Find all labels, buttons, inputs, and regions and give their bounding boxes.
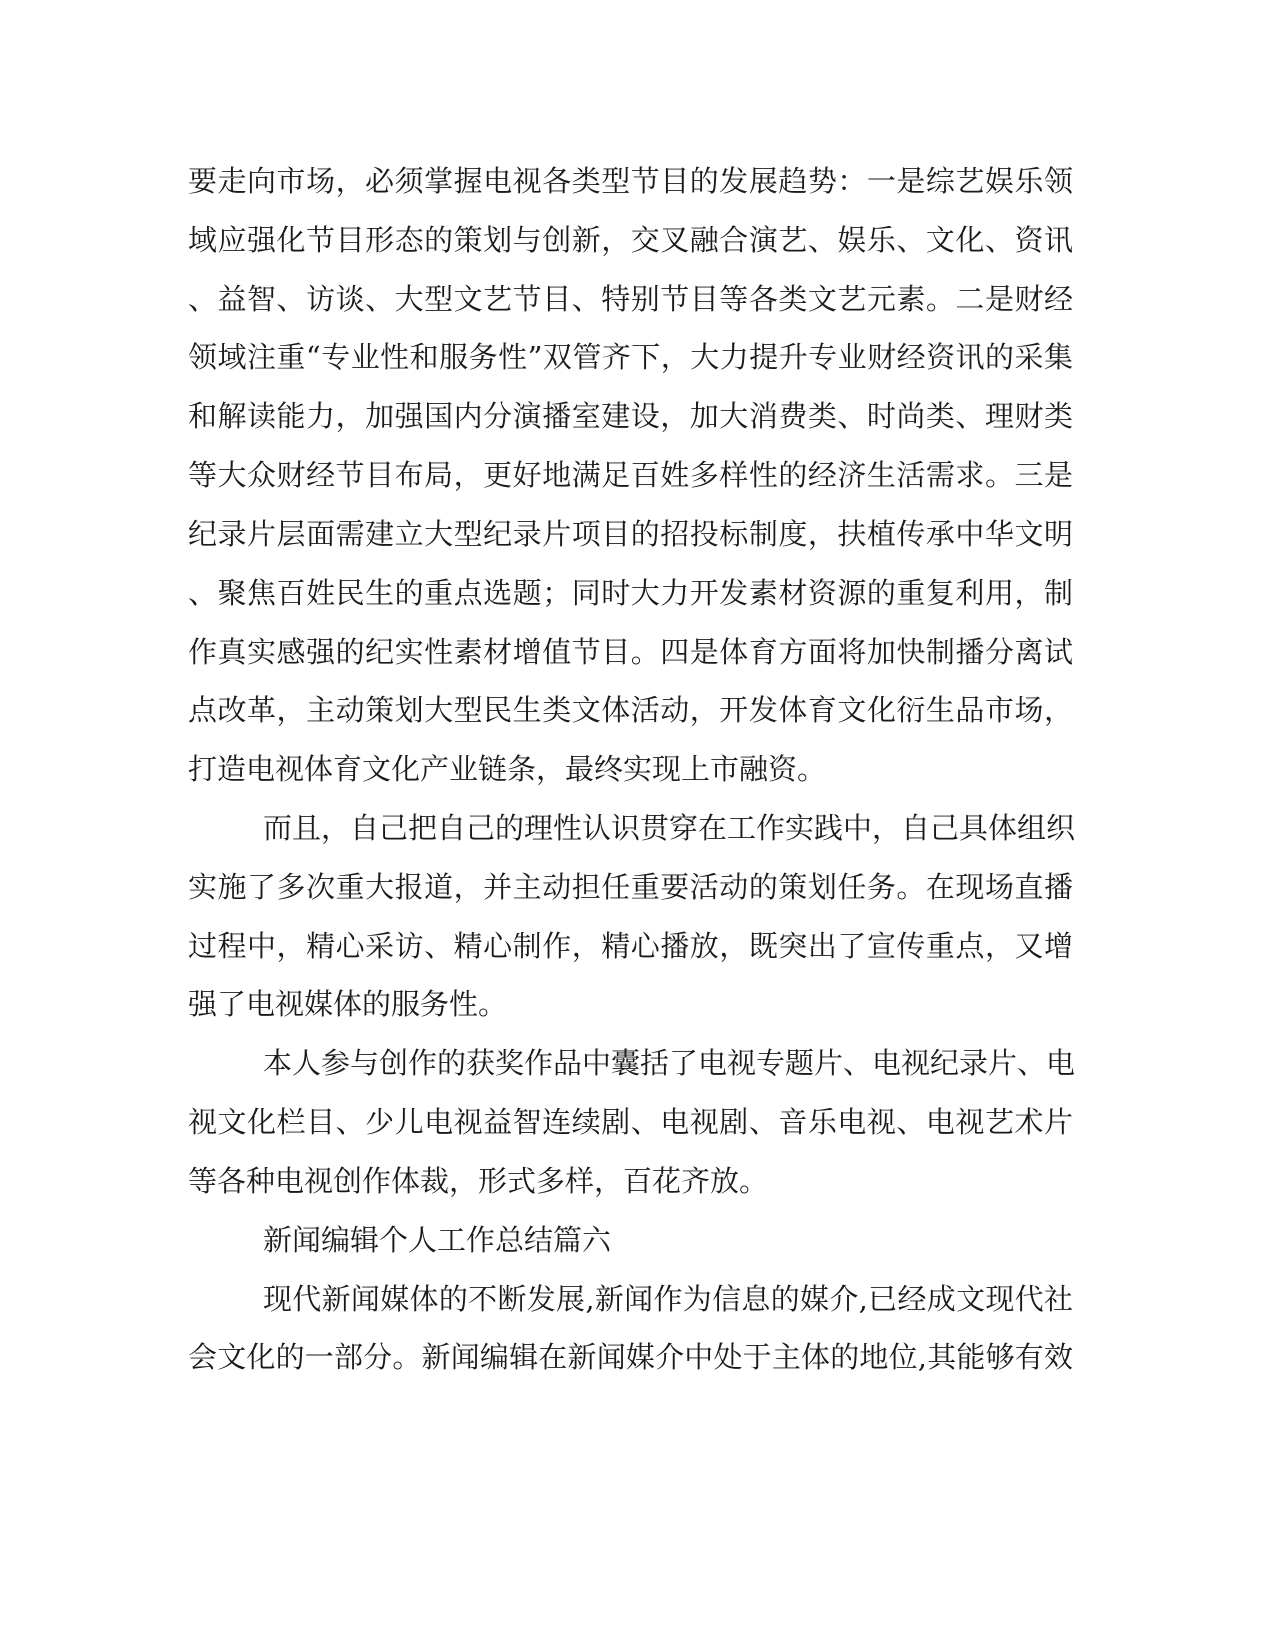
paragraph-3-line-1: 本人参与创作的获奖作品中囊括了电视专题片、电视纪录片、电 [263, 1046, 1076, 1080]
section-heading: 新闻编辑个人工作总结篇六 [263, 1223, 612, 1257]
paragraph-4-line-1: 现代新闻媒体的不断发展,新闻作为信息的媒介,已经成文现代社 [263, 1282, 1073, 1316]
paragraph-1-line-10: 点改革，主动策划大型民生类文体活动，开发体育文化衍生品市场， [188, 693, 1073, 727]
paragraph-1-line-1: 要走向市场，必须掌握电视各类型节目的发展趋势：一是综艺娱乐领 [188, 164, 1073, 198]
paragraph-1-line-9: 作真实感强的纪实性素材增值节目。四是体育方面将加快制播分离试 [188, 635, 1073, 669]
paragraph-1-line-5: 和解读能力，加强国内分演播室建设，加大消费类、时尚类、理财类 [188, 399, 1073, 433]
paragraph-1-line-2: 域应强化节目形态的策划与创新，交叉融合演艺、娱乐、文化、资讯 [188, 223, 1073, 257]
paragraph-4-line-2: 会文化的一部分。新闻编辑在新闻媒介中处于主体的地位,其能够有效 [188, 1340, 1073, 1374]
paragraph-1-line-7: 纪录片层面需建立大型纪录片项目的招投标制度，扶植传承中华文明 [188, 517, 1073, 551]
paragraph-1-line-11: 打造电视体育文化产业链条，最终实现上市融资。 [188, 752, 827, 786]
paragraph-2-line-4: 强了电视媒体的服务性。 [188, 987, 508, 1021]
paragraph-1-line-3: 、益智、访谈、大型文艺节目、特别节目等各类文艺元素。二是财经 [188, 282, 1073, 316]
paragraph-1-line-4: 领域注重“专业性和服务性”双管齐下，大力提升专业财经资讯的采集 [188, 340, 1073, 374]
paragraph-2-line-1: 而且，自己把自己的理性认识贯穿在工作实践中，自己具体组织 [263, 811, 1076, 845]
paragraph-1-line-6: 等大众财经节目布局，更好地满足百姓多样性的经济生活需求。三是 [188, 458, 1073, 492]
paragraph-2-line-2: 实施了多次重大报道，并主动担任重要活动的策划任务。在现场直播 [188, 870, 1073, 904]
paragraph-1-line-8: 、聚焦百姓民生的重点选题；同时大力开发素材资源的重复利用，制 [188, 576, 1073, 610]
paragraph-3-line-2: 视文化栏目、少儿电视益智连续剧、电视剧、音乐电视、电视艺术片 [188, 1105, 1073, 1139]
paragraph-3-line-3: 等各种电视创作体裁，形式多样，百花齐放。 [188, 1164, 769, 1198]
paragraph-2-line-3: 过程中，精心采访、精心制作，精心播放，既突出了宣传重点，又增 [188, 929, 1073, 963]
